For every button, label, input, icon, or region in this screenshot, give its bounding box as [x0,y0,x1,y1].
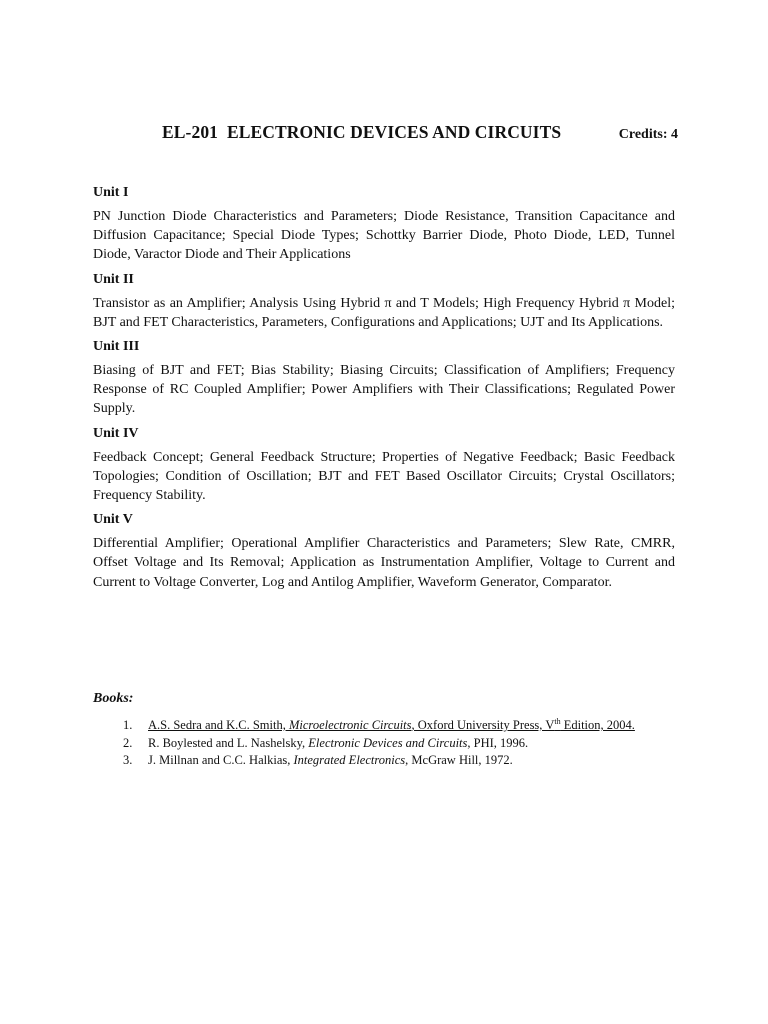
book-authors: J. Millnan and C.C. Halkias, [148,753,294,767]
unit-title: Unit IV [93,425,139,441]
unit-text: Transistor as an Amplifier; Analysis Using Hybrid π and T Models; High Frequency Hybrid π Model; BJT and FET Characteristics, Parameters, Configurations and Applications; UJT and Its Applications. [93,295,675,330]
book-number: 3. [123,753,133,767]
book-title: Microelectronic Circuits [288,718,412,732]
book-citation [148,717,677,735]
book-edition-superscript: th [554,716,561,726]
unit-3 [93,338,675,419]
book-publisher: , PHI, 1996. [467,735,529,750]
book-citation [148,752,677,770]
unit-text: Feedback Concept; General Feedback Structure; Properties of Negative Feedback; Basic Feedback Topologies; Condition of Oscillation; BJT and FET Based Oscillator Circuits; Crystal Oscillators; Frequency Stability. [93,449,675,504]
book-authors: R. Boylested and L. Nashelsky, [148,735,309,750]
title-row [162,122,678,143]
unit-text: Biasing of BJT and FET; Bias Stability; Biasing Circuits; Classification of Amplifiers; Frequency Response of RC Coupled Amplifier; Power Amplifiers with Their Classifications; Regulated Power Supply. [93,363,675,417]
book-item [123,752,677,770]
unit-2 [93,271,675,332]
unit-text: PN Junction Diode Characteristics and Parameters; Diode Resistance, Transition Capacitance and Diffusion Capacitance; Special Diode Types; Schottky Barrier Diode, Photo Diode, LED, Tunnel Diode, Varactor Diode and Their Applications [93,209,675,263]
books-list [123,717,677,770]
unit-4 [93,425,675,506]
unit-title: Unit III [93,339,140,355]
book-item [123,735,677,753]
book-number: 1. [123,718,133,732]
books-heading [93,691,133,707]
unit-5 [93,511,675,592]
book-publisher: , Oxford University Press, V [411,718,555,732]
unit-text: Differential Amplifier; Operational Amplifier Characteristics and Parameters; Slew Rate, CMRR, Offset Voltage and Its Removal; Application as Instrumentation Amplifier, Voltage to Current and Current to Voltage Converter, Log and Antilog Amplifier, Waveform Generator, Comparator. [93,536,675,590]
course-title: EL-201 ELECTRONIC DEVICES AND CIRCUITS [162,122,562,142]
book-title: Electronic Devices and Circuits [308,735,468,750]
units-section [93,184,675,598]
unit-title: Unit V [93,512,133,528]
book-edition-year: Edition, 2004. [560,718,635,732]
unit-title: Unit II [93,271,134,287]
book-item [123,717,677,735]
book-number: 2. [123,735,133,750]
unit-1 [93,184,675,265]
course-credits: Credits: 4 [618,127,678,142]
book-authors: A.S. Sedra and K.C. Smith, [148,718,289,732]
book-title: Integrated Electronics [293,753,406,767]
book-citation [148,735,677,753]
books-heading-colon: : [128,691,134,706]
unit-title: Unit I [93,185,129,200]
book-publisher: , McGraw Hill, 1972. [405,753,513,767]
books-heading-label: Books [93,691,129,706]
